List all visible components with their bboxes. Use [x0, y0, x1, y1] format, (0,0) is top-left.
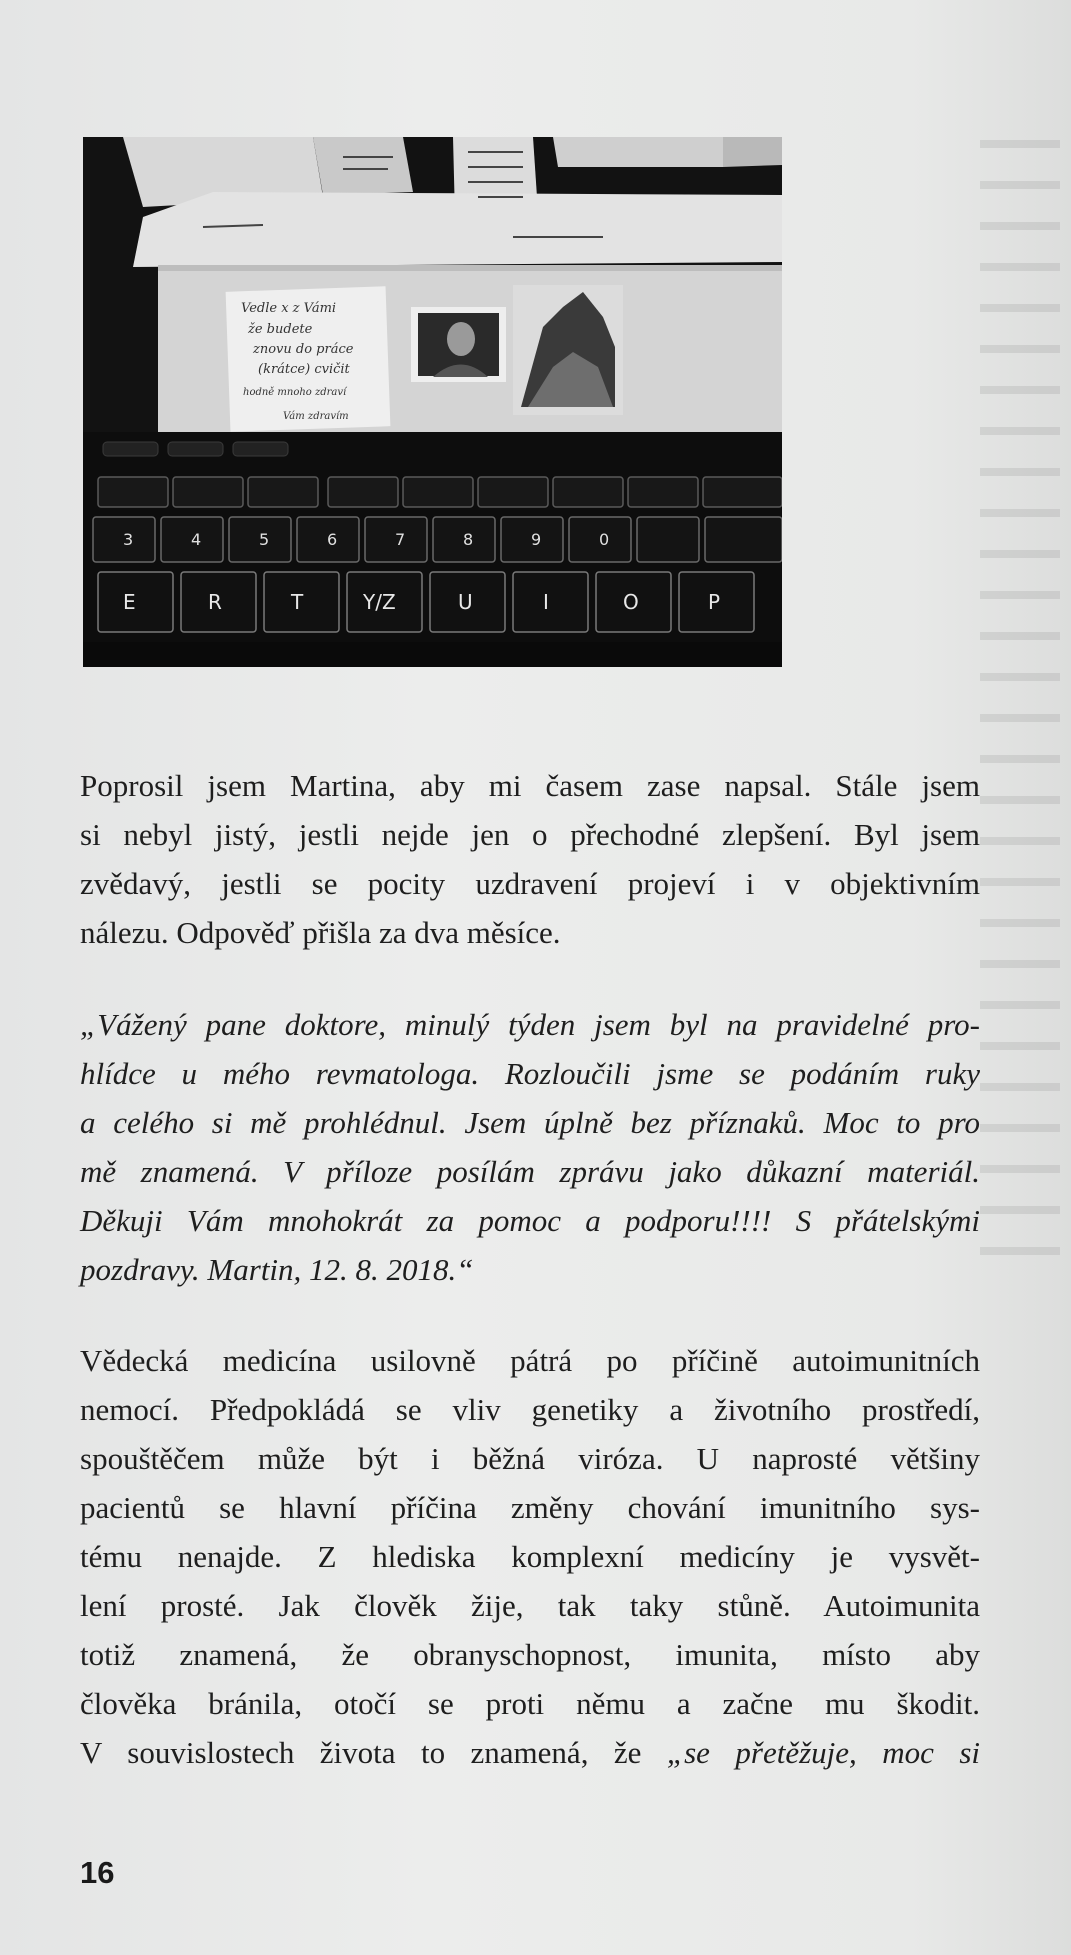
paragraph-3-line: lení prosté. Jak člověk žije, tak taky stůně. Autoimunita	[80, 1588, 980, 1623]
key-6: 6	[327, 530, 338, 549]
paragraph-3-line: člověka bránila, otočí se proti němu a začne mu škodit.	[80, 1686, 980, 1721]
key-r: R	[208, 590, 222, 614]
paragraph-3-line: pacientů se hlavní příčina změny chování imunitního sys-	[80, 1490, 980, 1525]
key-5: 5	[259, 530, 270, 549]
keyboard-photo	[83, 137, 782, 667]
key-p: P	[708, 590, 721, 614]
key-3: 3	[123, 530, 134, 549]
key-8: 8	[463, 530, 474, 549]
paragraph-3-line: nemocí. Předpokládá se vliv genetiky a životního prostředí,	[80, 1392, 980, 1427]
quote-line: Děkuji Vám mnohokrát za pomoc a podporu!!!! S přátelskými	[80, 1203, 980, 1238]
key-9: 9	[531, 530, 542, 549]
quote-paragraph	[80, 1000, 980, 1294]
key-yz: Y/Z	[363, 590, 396, 614]
photo-image	[83, 137, 782, 667]
paragraph-3-line: spouštěčem může být i běžná viróza. U naprosté většiny	[80, 1441, 980, 1476]
paragraph-3-line: totiž znamená, že obranyschopnost, imunita, místo aby	[80, 1637, 980, 1672]
note-line-5: hodně mnoho zdraví	[243, 387, 347, 398]
note-line-3: znovu do práce	[253, 342, 354, 357]
paragraph-1-line: Poprosil jsem Martina, aby mi časem zase napsal. Stále jsem	[80, 768, 980, 803]
quote-line: a celého si mě prohlédnul. Jsem úplně bez příznaků. Moc to pro	[80, 1105, 980, 1140]
paragraph-1-line: zvědavý, jestli se pocity uzdravení projeví i v objektivním	[80, 866, 980, 901]
key-u: U	[458, 590, 473, 614]
paragraph-1-line: si nebyl jistý, jestli nejde jen o přechodné zlepšení. Byl jsem	[80, 817, 980, 852]
paragraph-3	[80, 1336, 980, 1777]
quote-line: mě znamená. V příloze posílám zprávu jako důkazní materiál.	[80, 1154, 980, 1189]
key-0: 0	[599, 530, 610, 549]
key-t: T	[291, 590, 304, 614]
note-line-6: Vám zdravím	[283, 411, 349, 422]
paragraph-1-line: nálezu. Odpověď přišla za dva měsíce.	[80, 915, 561, 950]
paragraph-1	[80, 761, 980, 957]
key-i: I	[543, 590, 549, 614]
note-line-4: (krátce) cvičit	[258, 362, 350, 377]
note-line-2: že budete	[248, 322, 313, 337]
quote-line: hlídce u mého revmatologa. Rozloučili jsme se podáním ruky	[80, 1056, 980, 1091]
bleed-through-text	[980, 140, 1071, 1340]
key-e: E	[123, 590, 136, 614]
key-7: 7	[395, 530, 406, 549]
paragraph-3-last-line	[80, 1728, 980, 1777]
last-line-prefix: V souvislostech života to znamená, že	[80, 1735, 667, 1770]
last-line-italic: „se přetěžuje, moc si	[666, 1735, 980, 1770]
key-4: 4	[191, 530, 202, 549]
quote-line: „Vážený pane doktore, minulý týden jsem byl na pravidelné pro-	[80, 1007, 980, 1042]
key-o: O	[623, 590, 639, 614]
quote-line: pozdravy. Martin, 12. 8. 2018.“	[80, 1252, 474, 1287]
note-line-1: Vedle x z Vámi	[241, 301, 337, 316]
page-number: 16	[80, 1855, 115, 1890]
paragraph-3-line: Vědecká medicína usilovně pátrá po příčině autoimunitních	[80, 1343, 980, 1378]
paragraph-3-line: tému nenajde. Z hlediska komplexní medicíny je vysvět-	[80, 1539, 980, 1574]
